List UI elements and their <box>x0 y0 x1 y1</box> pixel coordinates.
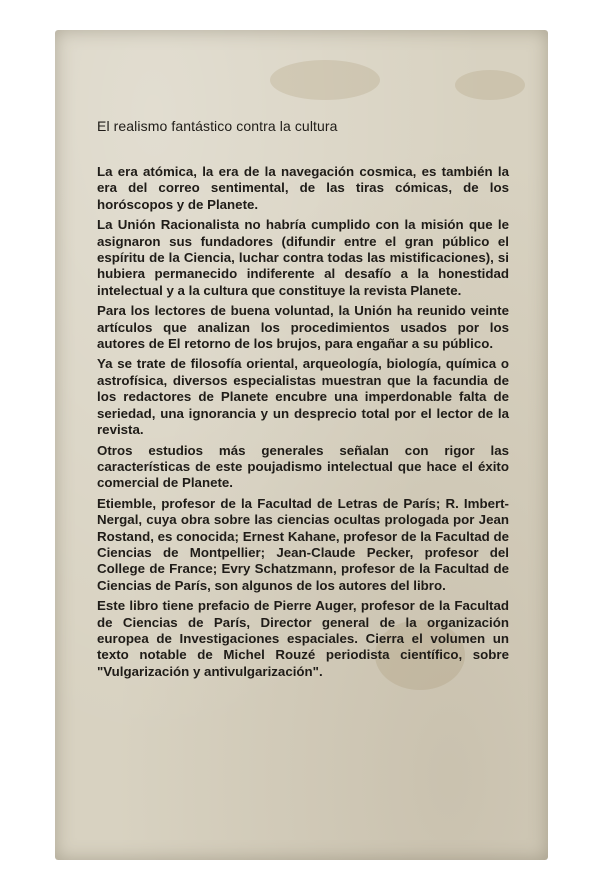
paragraph-6: Etiemble, profesor de la Facultad de Letras de París; R. Imbert-Nergal, cuya obra sobre las ciencias ocultas prologada por Jean Rostand, es conocida; Ernest Kahane, profesor de la Facultad de Ciencias de Montpellier; Jean-Claude Pecker, profesor del College de France; Evry Schatzmann, profesor de la Facultad de Ciencias de París, son algunos de los autores del libro. <box>97 495 509 593</box>
page-title: El realismo fantástico contra la cultura <box>97 118 338 134</box>
paragraph-7: Este libro tiene prefacio de Pierre Auger, profesor de la Facultad de Ciencias de París, Director general de la organización europea de Investigaciones espaciales. Cierra el volumen un texto notable de Michel Rouzé periodista científico, sobre "Vulgarización y antivulgarización". <box>97 598 509 679</box>
paper-stain <box>270 60 380 100</box>
paper-stain <box>455 70 525 100</box>
paragraph-2: La Unión Racionalista no habría cumplido con la misión que le asignaron sus fundadores (difundir entre el gran público el espíritu de la Ciencia, luchar contra todas las mistificaciones), si hubiera permanecido indiferente al desafío a la honestidad intelectual y a la cultura que constituye la revista Planete. <box>97 217 509 298</box>
paragraph-5: Otros estudios más generales señalan con rigor las características de este poujadismo intelectual que hace el éxito comercial de Planete. <box>97 442 509 491</box>
cover-text <box>97 118 509 684</box>
paragraph-3: Para los lectores de buena voluntad, la Unión ha reunido veinte artículos que analizan los procedimientos usados por los autores de El retorno de los brujos, para engañar a su público. <box>97 303 509 352</box>
paragraph-4: Ya se trate de filosofía oriental, arqueología, biología, química o astrofísica, diversos especialistas muestran que la facundia de los redactores de Planete encubre una imperdonable falta de seriedad, una ignorancia y un desprecio total por el lector de la revista. <box>97 356 509 438</box>
paragraph-1: La era atómica, la era de la navegación cosmica, es también la era del correo sentimental, de las tiras cómicas, de los horóscopos y de Planete. <box>97 164 509 212</box>
book-back-cover <box>55 30 548 860</box>
